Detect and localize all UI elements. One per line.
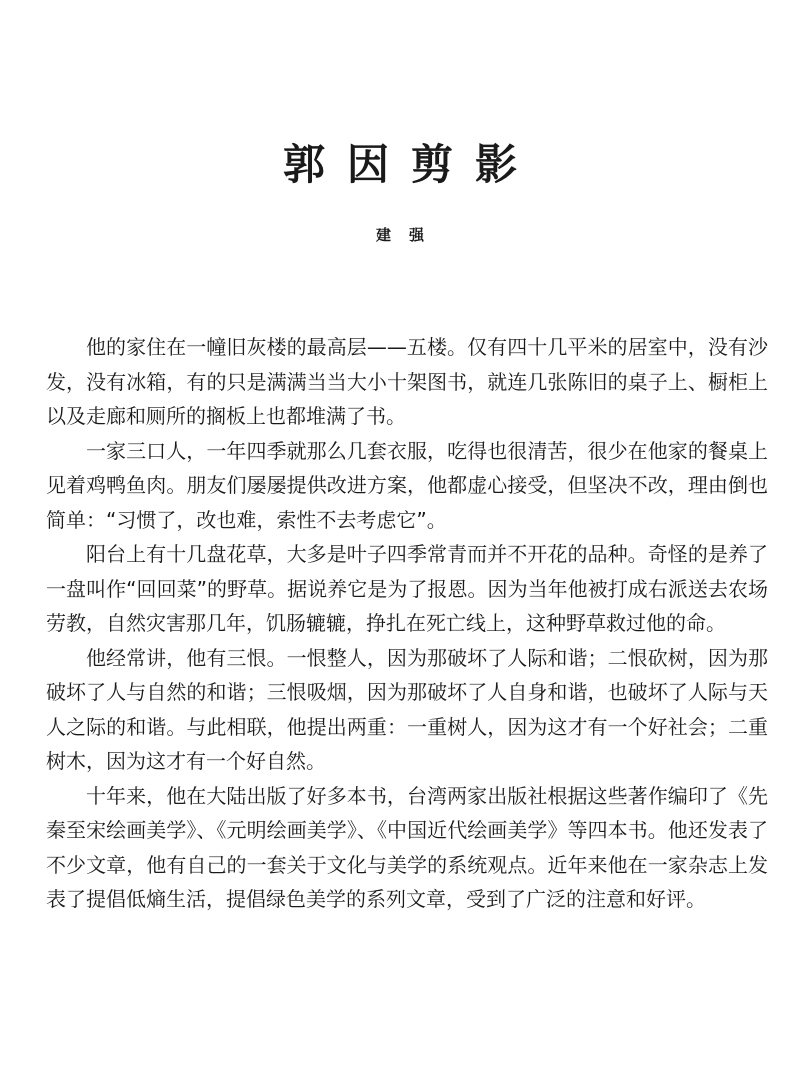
paragraph-5: 十年来，他在大陆出版了好多本书，台湾两家出版社根据这些著作编印了《先秦至宋绘画美学》、《元明绘画美学》、《中国近代绘画美学》等四本书。他还发表了不少文章，他有自己的一套关于文化与美学的系统观点。近年来他在一家杂志上发表了提倡低熵生活，提倡绿色美学的系列文章，受到了广泛的注意和好评。 [46,783,768,911]
article-body [46,330,768,917]
paragraph-4: 他经常讲，他有三恨。一恨整人，因为那破坏了人际和谐；二恨砍树，因为那破坏了人与自然的和谐；三恨吸烟，因为那破坏了人自身和谐，也破坏了人际与天人之际的和谐。与此相联，他提出两重：一重树人，因为这才有一个好社会；二重树木，因为这才有一个好自然。 [46,645,768,773]
paragraph-2: 一家三口人，一年四季就那么几套衣服，吃得也很清苦，很少在他家的餐桌上见着鸡鸭鱼肉。朋友们屡屡提供改进方案，他都虚心接受，但坚决不改，理由倒也简单：“习惯了，改也难，索性不去考虑它”。 [46,438,768,532]
paragraph-1: 他的家住在一幢旧灰楼的最高层——五楼。仅有四十几平米的居室中，没有沙发，没有冰箱，有的只是满满当当大小十架图书，就连几张陈旧的桌子上、橱柜上以及走廊和厕所的搁板上也都堆满了书。 [46,335,768,428]
article-author: 建强 [375,226,442,244]
article-title: 郭因剪影 [282,140,539,189]
paragraph-3: 阳台上有十几盘花草，大多是叶子四季常青而并不开花的品种。奇怪的是养了一盘叫作“回回菜”的野草。据说养它是为了报恩。因为当年他被打成右派送去农场劳教，自然灾害那几年，饥肠辘辘，挣扎在死亡线上，这种野草救过他的命。 [46,542,768,635]
